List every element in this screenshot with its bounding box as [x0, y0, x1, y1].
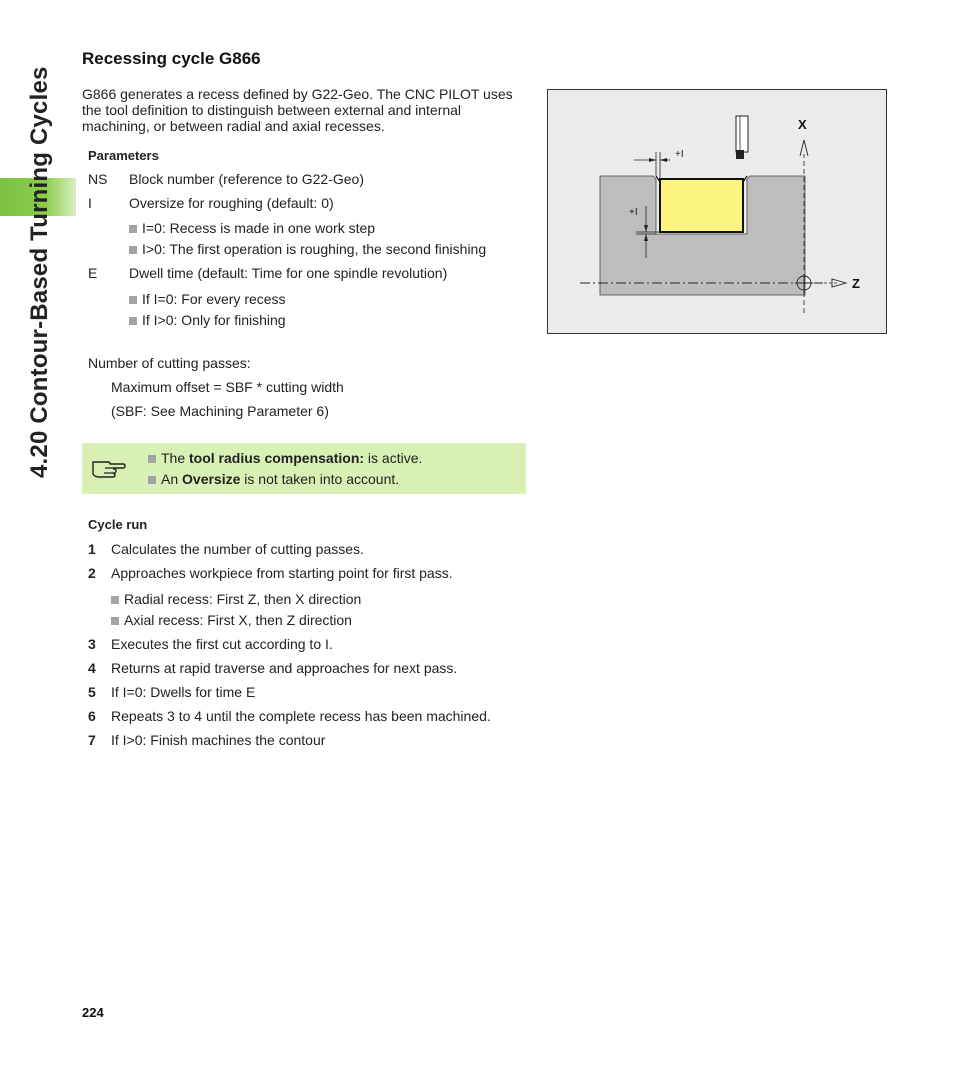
recess-diagram [547, 89, 887, 334]
passes-label: Number of cutting passes: [88, 355, 251, 371]
passes-formula: Maximum offset = SBF * cutting width [111, 379, 344, 395]
step-number: 4 [88, 660, 96, 676]
step-text: Returns at rapid traverse and approaches for next pass. [111, 660, 458, 676]
step-number: 1 [88, 541, 96, 557]
note-line-2: An Oversize is not taken into account. [148, 471, 399, 487]
param-ns-key: NS [88, 171, 108, 187]
passes-reference: (SBF: See Machining Parameter 6) [111, 403, 329, 419]
step-sub-bullet-2: Axial recess: First X, then Z direction [111, 612, 352, 628]
param-i-bullet-1: I=0: Recess is made in one work step [129, 220, 375, 236]
dimension-label-left: +I [629, 207, 638, 218]
step-text: Repeats 3 to 4 until the complete recess has been machined. [111, 708, 491, 724]
step-text: Approaches workpiece from starting point for first pass. [111, 565, 453, 581]
param-e-bullet-1: If I=0: For every recess [129, 291, 286, 307]
param-i-key: I [88, 195, 92, 211]
param-i-bullet-2: I>0: The first operation is roughing, the second finishing [129, 241, 486, 257]
section-heading: Recessing cycle G866 [82, 49, 261, 68]
param-e-bullet-2: If I>0: Only for finishing [129, 312, 286, 328]
cycle-run-heading: Cycle run [88, 517, 148, 532]
step-number: 5 [88, 684, 96, 700]
dimension-label-top: +I [675, 149, 684, 160]
z-axis-label: Z [852, 276, 860, 291]
recess-area [660, 179, 743, 232]
param-e-key: E [88, 265, 98, 281]
step-text: Executes the first cut according to I. [111, 636, 333, 652]
step-number: 7 [88, 732, 96, 748]
step-text: If I=0: Dwells for time E [111, 684, 256, 700]
intro-paragraph: G866 generates a recess defined by G22-Geo. The CNC PILOT uses the tool definition to distinguish between external and internal machining, or between radial and axial recesses. [82, 86, 513, 134]
step-sub-bullet-1: Radial recess: First Z, then X direction [111, 591, 361, 607]
param-e-desc: Dwell time (default: Time for one spindle revolution) [129, 265, 448, 281]
step-text: If I>0: Finish machines the contour [111, 732, 326, 748]
param-i-desc: Oversize for roughing (default: 0) [129, 195, 334, 211]
step-text: Calculates the number of cutting passes. [111, 541, 364, 557]
step-number: 6 [88, 708, 96, 724]
chapter-side-title: 4.20 Contour-Based Turning Cycles [26, 66, 53, 478]
x-axis-label: X [798, 117, 807, 132]
step-number: 3 [88, 636, 96, 652]
param-ns-desc: Block number (reference to G22-Geo) [129, 171, 364, 187]
pointing-hand-icon [90, 453, 128, 479]
note-box [82, 443, 526, 494]
recess-diagram-svg [548, 90, 886, 333]
note-line-1: The tool radius compensation: is active. [148, 450, 422, 466]
step-number: 2 [88, 565, 96, 581]
parameters-heading: Parameters [88, 148, 159, 163]
page-number: 224 [82, 1005, 104, 1020]
